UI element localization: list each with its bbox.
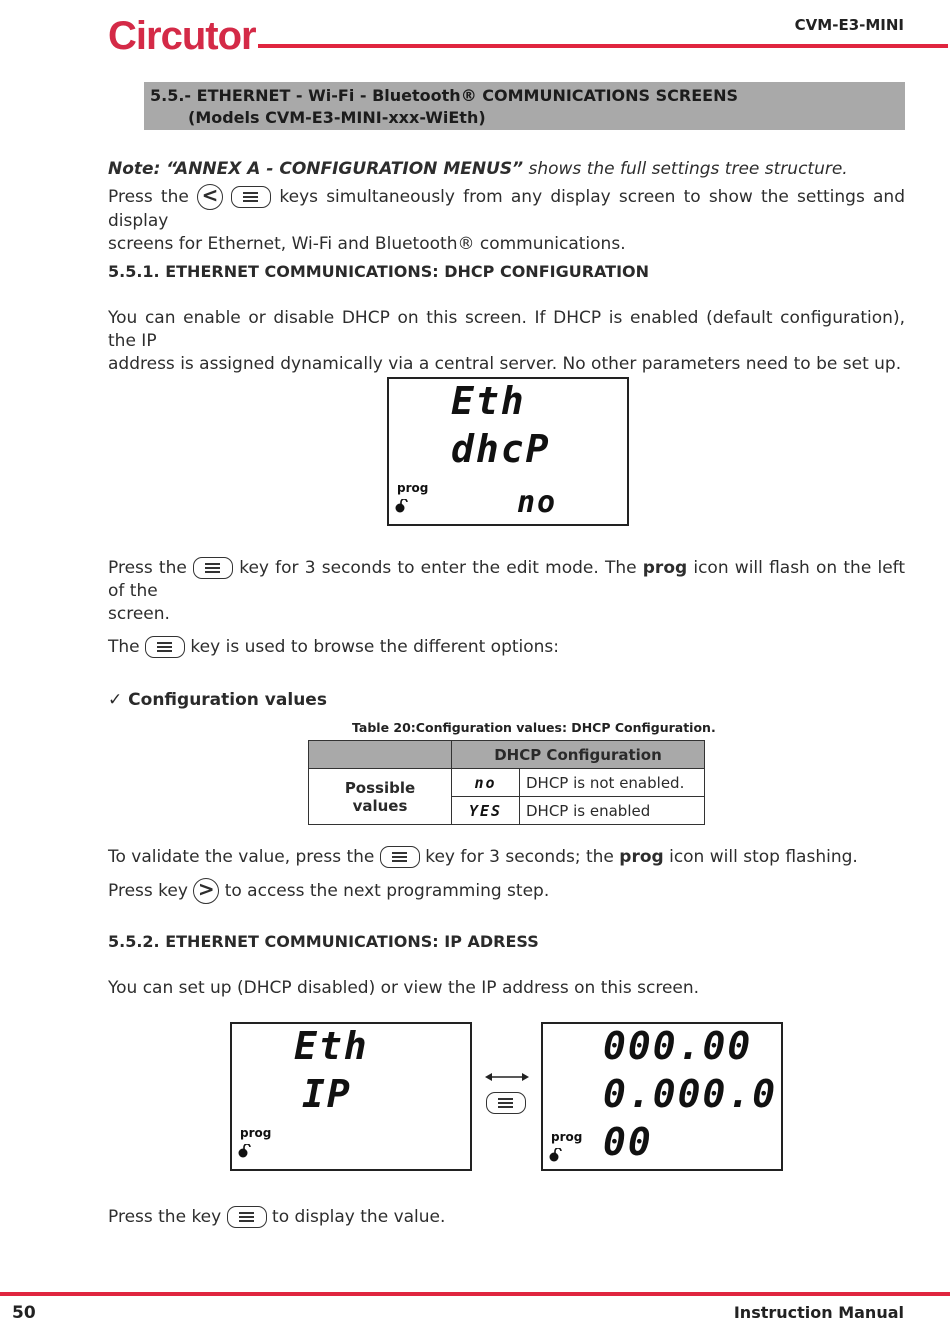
intro-before: Press the bbox=[108, 187, 198, 207]
config-heading-text: Configuration values bbox=[128, 690, 327, 710]
display-value-paragraph bbox=[108, 1206, 445, 1229]
lcd-line-dhcp: dhcP bbox=[451, 427, 551, 471]
browse-paragraph bbox=[108, 636, 559, 659]
dhcp-config-table bbox=[308, 740, 705, 825]
lcd-ip-line3: 00 bbox=[603, 1120, 653, 1164]
section-title-bar bbox=[144, 82, 905, 130]
press-before: Press the key bbox=[108, 1207, 227, 1227]
intro-line2: screens for Ethernet, Wi-Fi and Bluetooth® communications. bbox=[108, 234, 626, 254]
table-row-label: Possible values bbox=[309, 769, 452, 825]
lcd-dhcp-screen bbox=[387, 377, 629, 526]
note-text: shows the full settings tree structure. bbox=[523, 159, 848, 179]
next-step-paragraph bbox=[108, 878, 549, 904]
prog-label: prog bbox=[397, 481, 429, 495]
intro-paragraph bbox=[108, 184, 905, 256]
menu-key-icon bbox=[486, 1092, 526, 1114]
dhcp-paragraph bbox=[108, 307, 905, 376]
lock-icon bbox=[238, 1144, 252, 1158]
press-after: to display the value. bbox=[266, 1207, 446, 1227]
prog-label: prog bbox=[551, 1130, 583, 1144]
double-arrow-icon bbox=[484, 1070, 530, 1084]
prog-label: prog bbox=[240, 1126, 272, 1140]
table-desc: DHCP is not enabled. bbox=[520, 769, 705, 797]
table-code: YES bbox=[452, 797, 520, 825]
lcd-line-eth: Eth bbox=[451, 379, 526, 423]
dhcp-para-line1: You can enable or disable DHCP on this screen. If DHCP is enabled (default configuration), the IP bbox=[108, 308, 905, 351]
note-label: Note: “ANNEX A - CONFIGURATION MENUS” bbox=[108, 159, 524, 179]
menu-key-icon bbox=[227, 1206, 267, 1228]
heading-5-5-1: 5.5.1. ETHERNET COMMUNICATIONS: DHCP CONFIGURATION bbox=[108, 262, 650, 281]
config-values-heading bbox=[108, 690, 327, 710]
menu-key-icon bbox=[231, 186, 271, 208]
lcd-ip-line2: 0.000.0 bbox=[603, 1072, 778, 1116]
section-subtitle: (Models CVM-E3-MINI-xxx-WiEth) bbox=[188, 108, 486, 127]
menu-key-icon bbox=[193, 557, 233, 579]
browse-before: The bbox=[108, 637, 146, 657]
browse-after: key is used to browse the different options: bbox=[185, 637, 560, 657]
lcd-eth-ip-screen bbox=[230, 1022, 472, 1171]
validate-after: key for 3 seconds; the bbox=[419, 847, 620, 867]
table-empty-header bbox=[309, 741, 452, 769]
validate-paragraph bbox=[108, 846, 858, 869]
section-title: 5.5.- ETHERNET - Wi-Fi - Bluetooth® COMMUNICATIONS SCREENS bbox=[150, 86, 738, 105]
right-arrow-key-icon: > bbox=[193, 878, 219, 904]
lcd-line-eth: Eth bbox=[294, 1024, 369, 1068]
page-number: 50 bbox=[12, 1303, 36, 1323]
menu-key-icon bbox=[380, 846, 420, 868]
table-caption: Table 20:Configuration values: DHCP Configuration. bbox=[352, 720, 716, 735]
lock-icon bbox=[549, 1148, 563, 1162]
dhcp-para-line2: address is assigned dynamically via a central server. No other parameters need to be set up. bbox=[108, 354, 902, 374]
circutor-logo: Circutor bbox=[108, 14, 256, 58]
heading-5-5-2: 5.5.2. ETHERNET COMMUNICATIONS: IP ADRESS bbox=[108, 932, 539, 951]
validate-prog-bold: prog bbox=[619, 847, 664, 867]
next-after: to access the next programming step. bbox=[219, 881, 550, 901]
edit-end: icon will flash on the left of the bbox=[108, 558, 906, 601]
edit-before: Press the bbox=[108, 558, 194, 578]
lcd-ip-value-screen bbox=[541, 1022, 783, 1171]
model-name: CVM-E3-MINI bbox=[794, 16, 904, 34]
table-header: DHCP Configuration bbox=[452, 741, 705, 769]
intro-after: keys simultaneously from any display screen to show the settings and display bbox=[108, 187, 905, 231]
table-desc: DHCP is enabled bbox=[520, 797, 705, 825]
next-before: Press key bbox=[108, 881, 194, 901]
header-rule bbox=[258, 44, 948, 48]
validate-before: To validate the value, press the bbox=[108, 847, 380, 867]
left-arrow-key-icon: < bbox=[197, 184, 223, 210]
table-code: no bbox=[452, 769, 520, 797]
edit-prog-bold: prog bbox=[642, 558, 688, 578]
lcd-value-no: no bbox=[517, 485, 558, 520]
checkmark-icon: ✓ bbox=[108, 690, 123, 710]
lcd-ip-line1: 000.00 bbox=[603, 1024, 753, 1068]
validate-end: icon will stop flashing. bbox=[663, 847, 858, 867]
manual-label: Instruction Manual bbox=[733, 1303, 904, 1322]
lcd-line-ip: IP bbox=[302, 1072, 352, 1116]
edit-after: key for 3 seconds to enter the edit mode. The bbox=[233, 558, 643, 578]
note bbox=[108, 158, 848, 181]
edit-line2: screen. bbox=[108, 604, 170, 624]
edit-paragraph bbox=[108, 557, 905, 626]
ip-paragraph: You can set up (DHCP disabled) or view the IP address on this screen. bbox=[108, 978, 700, 998]
footer-rule bbox=[0, 1292, 950, 1296]
menu-key-icon bbox=[145, 636, 185, 658]
lock-icon bbox=[395, 499, 409, 513]
